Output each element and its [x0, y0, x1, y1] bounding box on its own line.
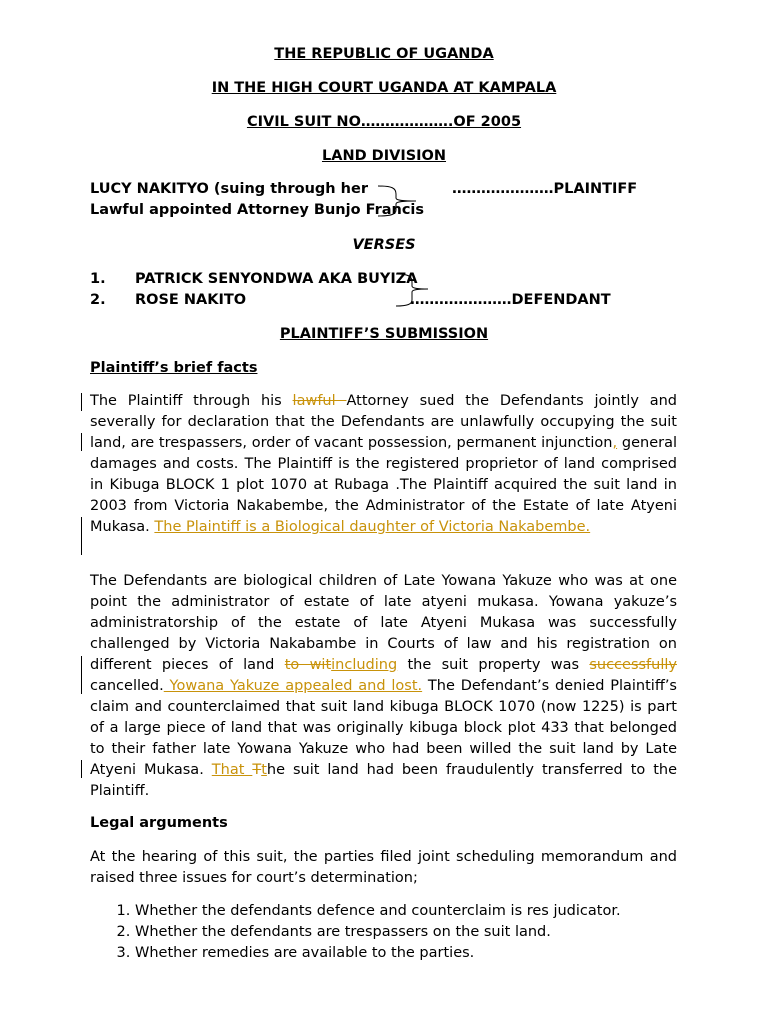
plaintiff-line-1: LUCY NAKITYO (suing through her [90, 181, 368, 197]
plaintiff-brace-icon [370, 184, 430, 218]
change-bar [81, 393, 82, 411]
submission-title: PLAINTIFF’S SUBMISSION [279, 326, 489, 342]
inserted-text: Yowana Yakuze appealed and lost. [163, 678, 423, 694]
text-run: the suit property was [397, 657, 590, 673]
deleted-text: lawful [292, 393, 347, 409]
brief-facts-heading: Plaintiff’s brief facts [90, 360, 258, 376]
heading-republic: THE REPUBLIC OF UGANDA [274, 46, 494, 62]
paragraph-brief-facts-1 [90, 391, 677, 538]
deleted-text: to wit [284, 657, 332, 673]
defendant-1-number: 1. [90, 271, 106, 287]
issues-list [90, 901, 715, 964]
defendant-1-name: PATRICK SENYONDWA AKA BUYIZA [135, 271, 418, 287]
heading-court: IN THE HIGH COURT UGANDA AT KAMPALA [211, 80, 557, 96]
list-item: 3. Whether remedies are available to the parties. [135, 943, 715, 964]
plaintiff-label: …………………PLAINTIFF [452, 181, 638, 197]
inserted-text: , [612, 435, 618, 451]
defendant-2-number: 2. [90, 292, 106, 308]
text-run: The Defendants are biological children of Late Yowana Yakuze who was at one point the administrator of estate of late atyeni mukasa. Yowana yakuze’s administratorship of the estate of late Atyeni Mukasa was successfully challenged by Victoria Nakabambe in Courts of law and his registration on different pieces of land [90, 573, 677, 673]
defendant-2-name: ROSE NAKITO [135, 292, 247, 308]
change-bar [81, 433, 82, 451]
heading-suit-number: CIVIL SUIT NO……………….OF 2005 [246, 114, 522, 130]
verses-heading: VERSES [352, 237, 416, 253]
change-bar [81, 760, 82, 778]
inserted-text: The Plaintiff is a Biological daughter of Victoria Nakabembe. [154, 519, 591, 535]
list-item: 2. Whether the defendants are trespassers on the suit land. [135, 922, 715, 943]
inserted-text: t [261, 762, 267, 778]
text-run: he suit land had been fraudulently transferred to the Plaintiff. [90, 762, 677, 799]
defendant-brace-icon [392, 272, 436, 308]
paragraph-brief-facts-2 [90, 571, 677, 802]
text-run: cancelled. [90, 678, 164, 694]
heading-division: LAND DIVISION [321, 148, 447, 164]
text-run: The Plaintiff through his [90, 393, 293, 409]
paragraph-legal-arguments: At the hearing of this suit, the parties filed joint scheduling memorandum and raised three issues for court’s determination; [90, 849, 677, 886]
list-item: 1. Whether the defendants defence and counterclaim is res judicator. [135, 901, 715, 922]
plaintiff-line-2: Lawful appointed Attorney Bunjo Francis [90, 202, 425, 218]
inserted-text: including [331, 657, 398, 673]
deleted-text: T [252, 762, 262, 778]
text-run: general damages and costs. The Plaintiff is the registered proprietor of land comprised in Kibuga BLOCK 1 plot 1070 at Rubaga .The Plaintiff acquired the suit land in 2003 from Victoria Nakabembe, the Administrator of the Estate of late Atyeni Mukasa. [90, 435, 677, 535]
text-run: Attorney sued the Defendants jointly and severally for declaration that the Defendants are unlawfully occupying the suit land, are trespassers, order of vacant possession, permanent injunction [90, 393, 678, 451]
change-bar [81, 517, 82, 555]
deleted-text: successfully [589, 657, 677, 673]
defendant-label: …………………DEFENDANT [410, 292, 611, 308]
change-bar [81, 656, 82, 694]
legal-arguments-heading: Legal arguments [90, 815, 228, 831]
inserted-text: That [211, 762, 253, 778]
text-run: The Defendant’s denied Plaintiff’s claim and counterclaimed that suit land kibuga BLOCK 1070 (now 1225) is part of a large piece of land that was originally kibuga block plot 433 that belonged to their father late Yowana Yakuze who had been willed the suit land by Late Atyeni Mukasa. [90, 678, 677, 778]
